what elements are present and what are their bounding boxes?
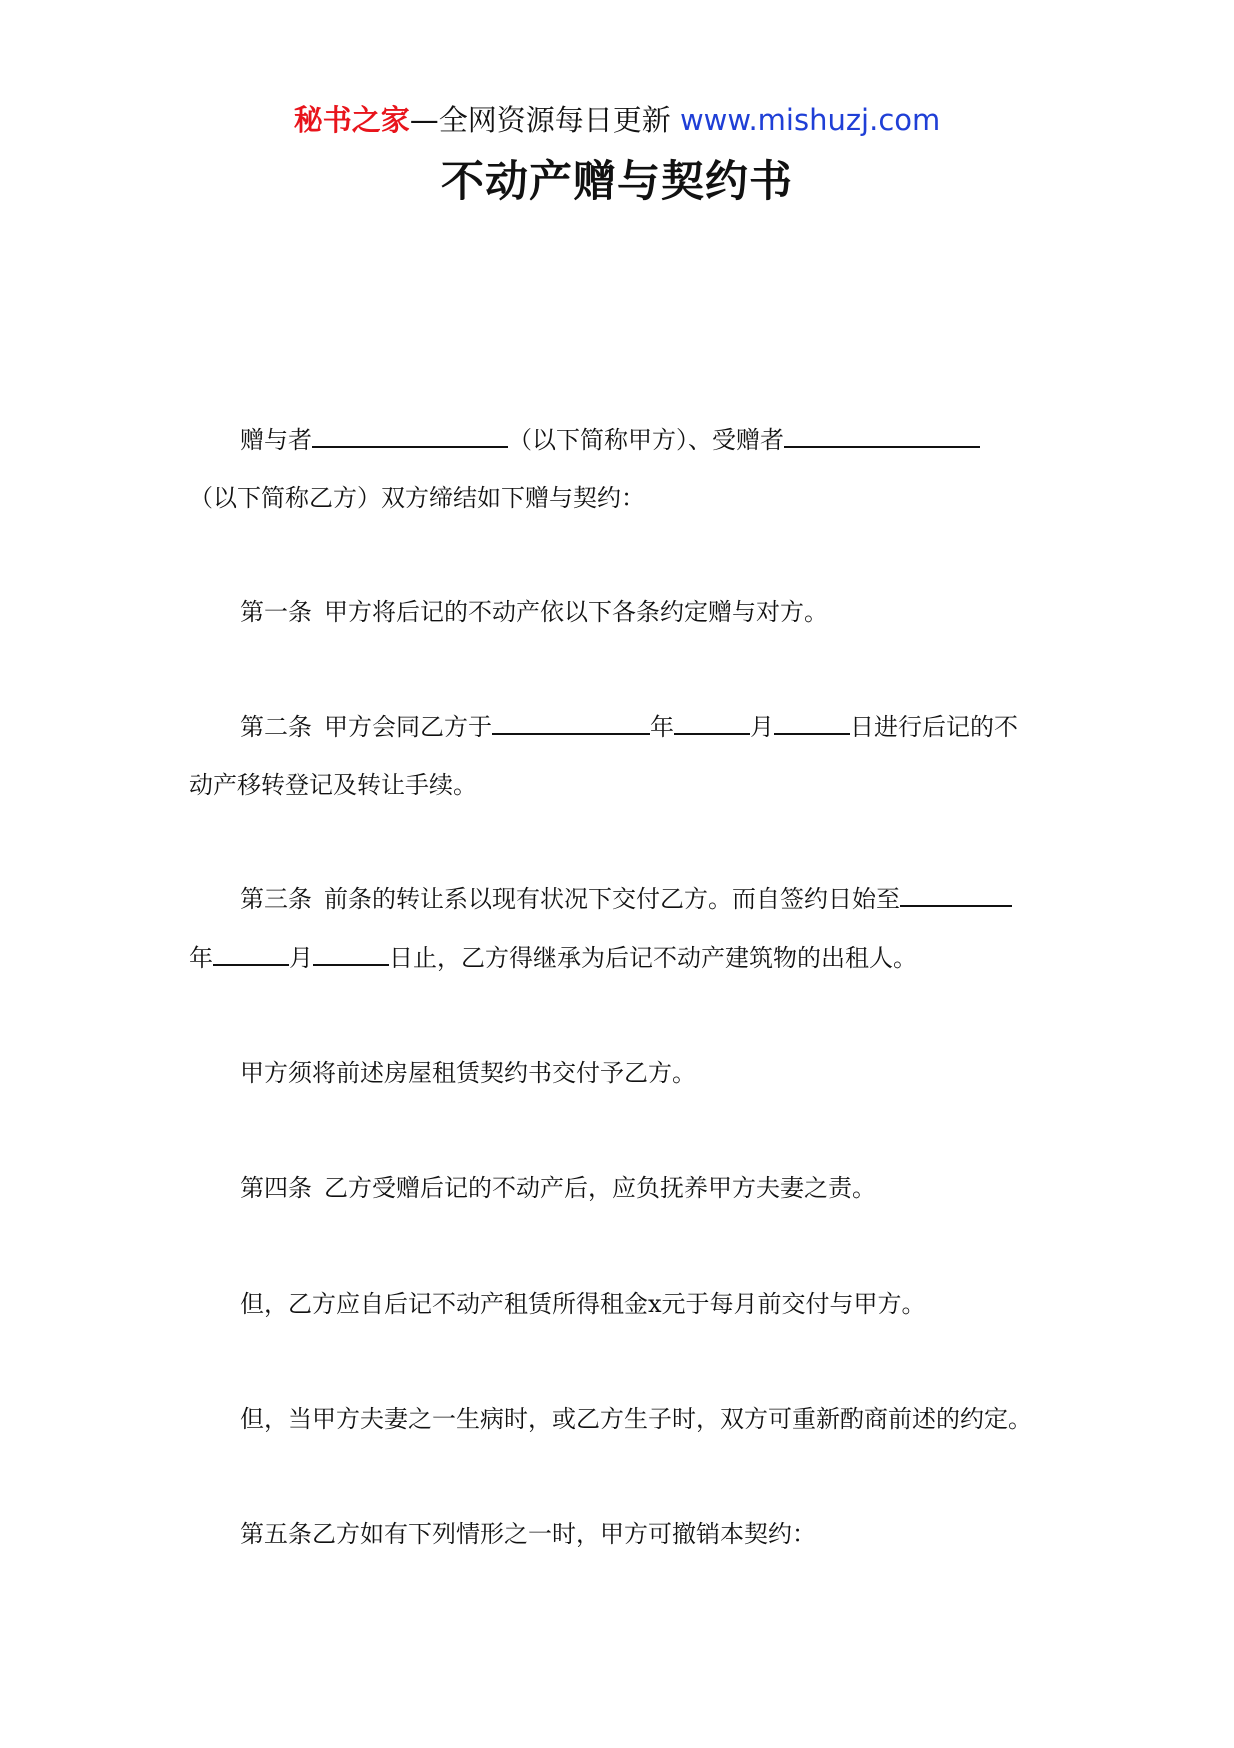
article-1-text: 甲方将后记的不动产依以下各条约定赠与对方。 xyxy=(324,598,828,626)
donor-name-blank[interactable] xyxy=(312,424,508,448)
donee-label: （以下简称甲方）、受赠者 xyxy=(508,426,784,454)
transfer-month-blank[interactable] xyxy=(674,711,750,735)
article-3-text: 前条的转让系以现有状况下交付乙方。而自签约日始至 xyxy=(324,885,900,913)
year-label: 年 xyxy=(650,713,674,741)
lease-until-blank[interactable] xyxy=(900,883,1012,907)
donee-name-blank[interactable] xyxy=(784,424,980,448)
preamble-line-2: （以下简称乙方）双方缔结如下赠与契约： xyxy=(189,484,645,512)
article-4-text: 乙方受赠后记的不动产后，应负抚养甲方夫妻之责。 xyxy=(324,1174,876,1202)
lease-month-blank[interactable] xyxy=(313,942,389,966)
lease-year-blank[interactable] xyxy=(213,942,289,966)
year-label: 年 xyxy=(189,944,213,972)
header-tagline: —全网资源每日更新 xyxy=(409,103,671,137)
donor-label: 赠与者 xyxy=(240,426,312,454)
article-3-line-1 xyxy=(240,882,1012,916)
rent-paragraph: 但，乙方应自后记不动产租赁所得租金x元于每月前交付与甲方。 xyxy=(240,1290,926,1318)
transfer-day-blank[interactable] xyxy=(774,711,850,735)
article-5: 第五条乙方如有下列情形之一时，甲方可撤销本契约： xyxy=(240,1520,816,1548)
article-2-text: 甲方会同乙方于 xyxy=(324,713,492,741)
deliver-paragraph: 甲方须将前述房屋租赁契约书交付予乙方。 xyxy=(240,1059,696,1087)
article-4-label: 第四条 xyxy=(240,1174,312,1202)
document-title: 不动产赠与契约书 xyxy=(441,157,793,207)
article-2-line-1 xyxy=(240,710,1018,744)
article-1 xyxy=(240,595,828,629)
article-3-label: 第三条 xyxy=(240,885,312,913)
article-1-label: 第一条 xyxy=(240,598,312,626)
article-4 xyxy=(240,1171,876,1205)
preamble-line-1 xyxy=(240,423,980,457)
article-3-line-2 xyxy=(189,941,917,975)
site-header xyxy=(0,100,1234,140)
article-2-label: 第二条 xyxy=(240,713,312,741)
day-label-text: 日进行后记的不 xyxy=(850,713,1018,741)
article-3-cont: 日止，乙方得继承为后记不动产建筑物的出租人。 xyxy=(389,944,917,972)
article-2-line-2: 动产移转登记及转让手续。 xyxy=(189,771,477,799)
transfer-year-blank[interactable] xyxy=(492,711,650,735)
illness-paragraph: 但，当甲方夫妻之一生病时，或乙方生子时，双方可重新酌商前述的约定。 xyxy=(240,1405,1032,1433)
site-url-link[interactable]: www.mishuzj.com xyxy=(679,103,941,137)
brand-name: 秘书之家 xyxy=(293,103,410,137)
month-label: 月 xyxy=(750,713,774,741)
month-label: 月 xyxy=(289,944,313,972)
